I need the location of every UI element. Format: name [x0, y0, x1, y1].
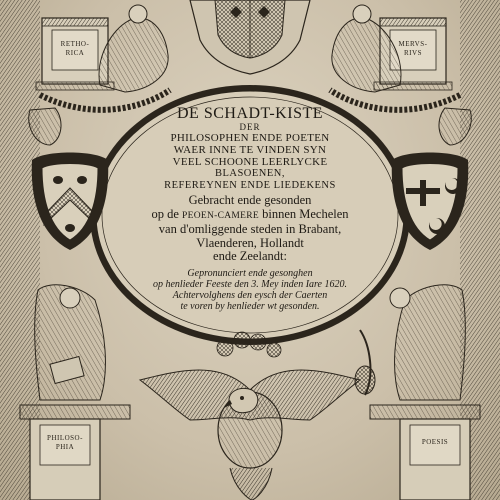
philosophia-figure	[35, 285, 106, 400]
poesis-inscription: POESIS	[421, 438, 449, 446]
philosophia-inscription: PHILOSO- PHIA	[47, 434, 83, 451]
italic-line-te-voren: te voren by henlieder wt gesonden.	[180, 300, 320, 312]
title-line-refereynen: REFEREYNEN ENDE LIEDEKENS	[164, 179, 336, 191]
italic-line-gepronunciert: Gepronunciert ende gesonghen	[187, 267, 313, 279]
cartouche-text	[112, 105, 388, 312]
title-line-philosophen: PHILOSOPHEN ENDE POETEN	[170, 132, 330, 144]
book-title: DE SCHADT-KISTE	[176, 105, 324, 122]
title-der: DER	[239, 122, 261, 132]
title-line-waer: WAER INNE TE VINDEN SYN	[173, 144, 327, 156]
body-line-brabant: van d'omliggende steden in Brabant,	[158, 222, 342, 236]
body-line-zeelandt: ende Zeelandt:	[213, 249, 287, 263]
mercurius-inscription: MERVS- RIVS	[398, 40, 428, 57]
italic-line-achtervolghens: Achtervolghens den eysch der Caerten	[172, 289, 328, 301]
body-line-peoen-camere: op de PEOEN-CAMERE binnen Mechelen	[151, 206, 349, 221]
top-coat-of-arms	[190, 0, 310, 74]
title-line-blasoenen: BLASOENEN,	[214, 168, 286, 179]
body-line-vlaenderen: Vlaenderen, Hollandt	[196, 235, 304, 250]
rhetorica-figure	[99, 5, 168, 92]
title-line-veel: VEEL SCHOONE LEERLYCKE	[172, 156, 328, 168]
bottom-right-pedestal	[370, 405, 480, 500]
eagle-ornament	[140, 370, 360, 500]
bottom-left-pedestal	[20, 405, 130, 500]
rhetorica-inscription: RETHO- RICA	[60, 40, 90, 57]
italic-line-feeste: op henlieder Feeste den 3. Mey inden Iare 1620.	[152, 278, 347, 290]
body-line-gebracht: Gebracht ende gesonden	[188, 193, 312, 207]
